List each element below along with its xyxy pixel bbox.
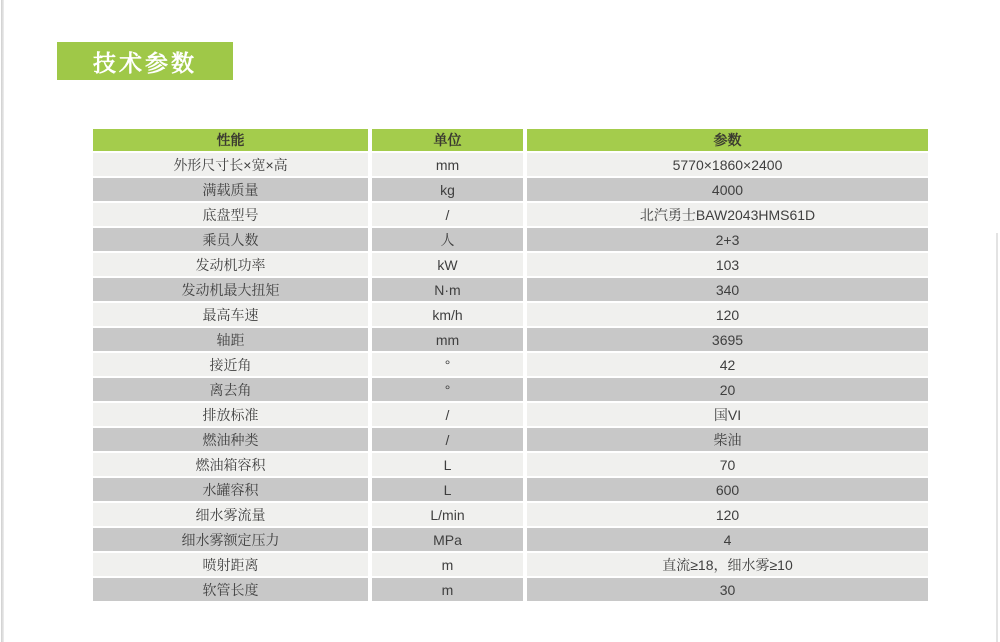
spec-value-cell: 120 bbox=[527, 303, 928, 326]
spec-name-cell: 发动机功率 bbox=[93, 253, 368, 276]
spec-name-cell: 排放标准 bbox=[93, 403, 368, 426]
spec-unit-cell: kW bbox=[372, 253, 523, 276]
spec-value-cell: 4 bbox=[527, 528, 928, 551]
spec-value-cell: 5770×1860×2400 bbox=[527, 153, 928, 176]
spec-value-cell: 2+3 bbox=[527, 228, 928, 251]
spec-name-cell: 外形尺寸长×宽×高 bbox=[93, 153, 368, 176]
spec-name-cell: 软管长度 bbox=[93, 578, 368, 601]
spec-unit-cell: L bbox=[372, 453, 523, 476]
spec-unit-cell: mm bbox=[372, 153, 523, 176]
spec-value-cell: 国VI bbox=[527, 403, 928, 426]
spec-value-cell: 30 bbox=[527, 578, 928, 601]
spec-unit-cell: m bbox=[372, 578, 523, 601]
spec-value-cell: 4000 bbox=[527, 178, 928, 201]
section-title-badge bbox=[57, 42, 233, 80]
spec-unit-cell: / bbox=[372, 428, 523, 451]
spec-name-cell: 乘员人数 bbox=[93, 228, 368, 251]
spec-value-cell: 340 bbox=[527, 278, 928, 301]
spec-name-cell: 最高车速 bbox=[93, 303, 368, 326]
spec-unit-cell: mm bbox=[372, 328, 523, 351]
spec-name-cell: 燃油箱容积 bbox=[93, 453, 368, 476]
spec-name-cell: 满载质量 bbox=[93, 178, 368, 201]
spec-table-header-performance: 性能 bbox=[93, 129, 368, 151]
section-title-text: 技术参数 bbox=[93, 49, 197, 76]
spec-unit-cell: ° bbox=[372, 378, 523, 401]
spec-name-cell: 轴距 bbox=[93, 328, 368, 351]
spec-value-cell: 103 bbox=[527, 253, 928, 276]
spec-name-cell: 底盘型号 bbox=[93, 203, 368, 226]
spec-name-cell: 发动机最大扭矩 bbox=[93, 278, 368, 301]
spec-unit-cell: N·m bbox=[372, 278, 523, 301]
spec-table-header-parameter: 参数 bbox=[527, 129, 928, 151]
spec-unit-cell: MPa bbox=[372, 528, 523, 551]
spec-value-cell: 直流≥18，细水雾≥10 bbox=[527, 553, 928, 576]
spec-value-cell: 120 bbox=[527, 503, 928, 526]
spec-name-cell: 燃油种类 bbox=[93, 428, 368, 451]
spec-value-cell: 600 bbox=[527, 478, 928, 501]
spec-unit-cell: L/min bbox=[372, 503, 523, 526]
spec-name-cell: 细水雾流量 bbox=[93, 503, 368, 526]
spec-unit-cell: ° bbox=[372, 353, 523, 376]
spec-table bbox=[93, 129, 928, 601]
spec-name-cell: 水罐容积 bbox=[93, 478, 368, 501]
spec-value-cell: 42 bbox=[527, 353, 928, 376]
page-right-edge-line bbox=[996, 233, 998, 642]
spec-value-cell: 柴油 bbox=[527, 428, 928, 451]
spec-unit-cell: km/h bbox=[372, 303, 523, 326]
spec-unit-cell: L bbox=[372, 478, 523, 501]
spec-value-cell: 70 bbox=[527, 453, 928, 476]
spec-name-cell: 离去角 bbox=[93, 378, 368, 401]
spec-table-header-unit: 单位 bbox=[372, 129, 523, 151]
spec-unit-cell: 人 bbox=[372, 228, 523, 251]
spec-unit-cell: / bbox=[372, 403, 523, 426]
spec-unit-cell: kg bbox=[372, 178, 523, 201]
spec-name-cell: 接近角 bbox=[93, 353, 368, 376]
spec-unit-cell: m bbox=[372, 553, 523, 576]
spec-value-cell: 3695 bbox=[527, 328, 928, 351]
page-left-edge-line bbox=[1, 0, 4, 642]
spec-value-cell: 20 bbox=[527, 378, 928, 401]
spec-name-cell: 喷射距离 bbox=[93, 553, 368, 576]
spec-unit-cell: / bbox=[372, 203, 523, 226]
spec-value-cell: 北汽勇士BAW2043HMS61D bbox=[527, 203, 928, 226]
spec-name-cell: 细水雾额定压力 bbox=[93, 528, 368, 551]
